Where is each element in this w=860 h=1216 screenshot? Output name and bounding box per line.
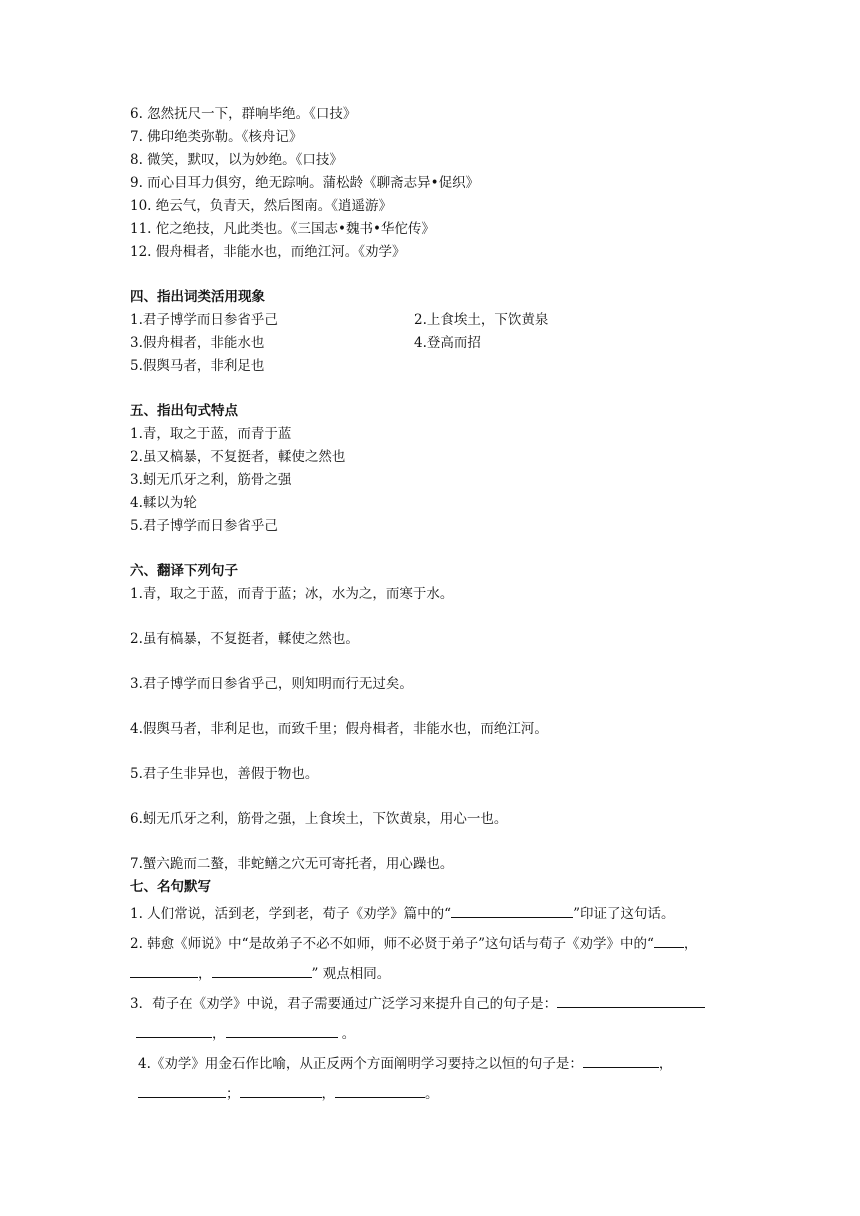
list-row (130, 332, 740, 355)
punctuation: ， (658, 1056, 673, 1072)
recite-question-2-cont (130, 959, 740, 989)
list-item: 2.上食埃土，下饮黄泉 (414, 312, 549, 328)
worksheet-page (130, 103, 740, 1109)
list-item: 1.青，取之于蓝，而青于蓝；冰，水为之，而寒于水。 (130, 586, 454, 602)
recite-question-4-cont (130, 1079, 740, 1109)
answer-blank[interactable] (138, 1083, 226, 1098)
list-item: 3.君子博学而日参省乎己，则知明而行无过矣。 (130, 676, 413, 692)
list-item: 6.蚓无爪牙之利，筋骨之强，上食埃土，下饮黄泉，用心一也。 (130, 811, 508, 827)
list-item: 12. 假舟楫者，非能水也，而绝江河。《劝学》 (130, 244, 406, 260)
question-text: 1. 人们常说，活到老，学到老，荀子《劝学》篇中的“ (130, 906, 452, 922)
punctuation: 。 (425, 1086, 439, 1102)
list-item: 1.君子博学而日参省乎己 (130, 312, 278, 328)
list-item: 5.假舆马者，非利足也 (130, 358, 265, 374)
punctuation: 。 (337, 1026, 356, 1042)
list-item: 4.輮以为轮 (130, 495, 197, 511)
recite-question-3-cont (130, 1019, 740, 1049)
list-item: 2.虽又槁暴，不复挺者，輮使之然也 (130, 449, 346, 465)
question-text: 2. 韩愈《师说》中“是故弟子不必不如师，师不必贤于弟子”这句话与荀子《劝学》中的“ (130, 936, 654, 952)
answer-blank[interactable] (240, 1083, 322, 1098)
answer-blank[interactable] (451, 903, 573, 918)
question-text: ” 观点相同。 (311, 966, 391, 982)
section6 (130, 560, 740, 876)
punctuation: ， (198, 966, 212, 982)
section5 (130, 400, 740, 538)
section4 (130, 286, 740, 378)
section3-list (130, 103, 740, 264)
section-heading: 七、名句默写 (130, 879, 211, 895)
list-item: 4.登高而招 (414, 335, 481, 351)
list-item: 5.君子博学而日参省乎己 (130, 518, 278, 534)
recite-question-1 (130, 899, 740, 929)
punctuation: ， (683, 936, 698, 952)
answer-blank[interactable] (212, 963, 312, 978)
list-item: 10. 绝云气，负青天，然后图南。《逍遥游》 (130, 198, 393, 214)
section-heading: 四、指出词类活用现象 (130, 289, 265, 305)
recite-question-3 (130, 989, 740, 1019)
punctuation: ； (226, 1086, 240, 1102)
list-row (130, 309, 740, 332)
list-item: 5.君子生非异也，善假于物也。 (130, 766, 319, 782)
question-text: 4.《劝学》用金石作比喻，从正反两个方面阐明学习要持之以恒的句子是： (138, 1056, 583, 1072)
answer-blank[interactable] (136, 1023, 212, 1038)
answer-blank[interactable] (557, 993, 705, 1008)
answer-blank[interactable] (335, 1083, 425, 1098)
recite-question-2 (130, 929, 740, 959)
list-item: 6. 忽然抚尺一下，群响毕绝。《口技》 (130, 106, 357, 122)
answer-blank[interactable] (654, 933, 684, 948)
section-heading: 六、翻译下列句子 (130, 563, 238, 579)
list-item: 3.假舟楫者，非能水也 (130, 335, 265, 351)
list-item: 11. 佗之绝技，凡此类也。《三国志•魏书•华佗传》 (130, 221, 435, 237)
list-item: 7. 佛印绝类弥勒。《核舟记》 (130, 129, 303, 145)
list-item: 7.蟹六跪而二螯，非蛇鳝之穴无可寄托者，用心躁也。 (130, 856, 454, 872)
section-heading: 五、指出句式特点 (130, 403, 238, 419)
answer-blank[interactable] (226, 1023, 338, 1038)
list-item: 3.蚓无爪牙之利，筋骨之强 (130, 472, 292, 488)
list-item: 8. 微笑，默叹，以为妙绝。《口技》 (130, 152, 343, 168)
recite-question-4 (130, 1049, 740, 1079)
answer-blank[interactable] (583, 1053, 659, 1068)
list-item: 9. 而心目耳力俱穷，绝无踪响。蒲松龄《聊斋志异•促织》 (130, 175, 480, 191)
question-text: ”印证了这句话。 (573, 906, 675, 922)
list-row (130, 355, 740, 378)
punctuation: ， (212, 1026, 226, 1042)
question-text: 3．荀子在《劝学》中说，君子需要通过广泛学习来提升自己的句子是： (130, 996, 558, 1012)
answer-blank[interactable] (130, 963, 198, 978)
list-item: 1.青，取之于蓝，而青于蓝 (130, 426, 292, 442)
list-item: 4.假舆马者，非利足也，而致千里；假舟楫者，非能水也，而绝江河。 (130, 721, 548, 737)
punctuation: ， (321, 1086, 335, 1102)
section7 (130, 876, 740, 1109)
list-item: 2.虽有槁暴，不复挺者，輮使之然也。 (130, 631, 359, 647)
